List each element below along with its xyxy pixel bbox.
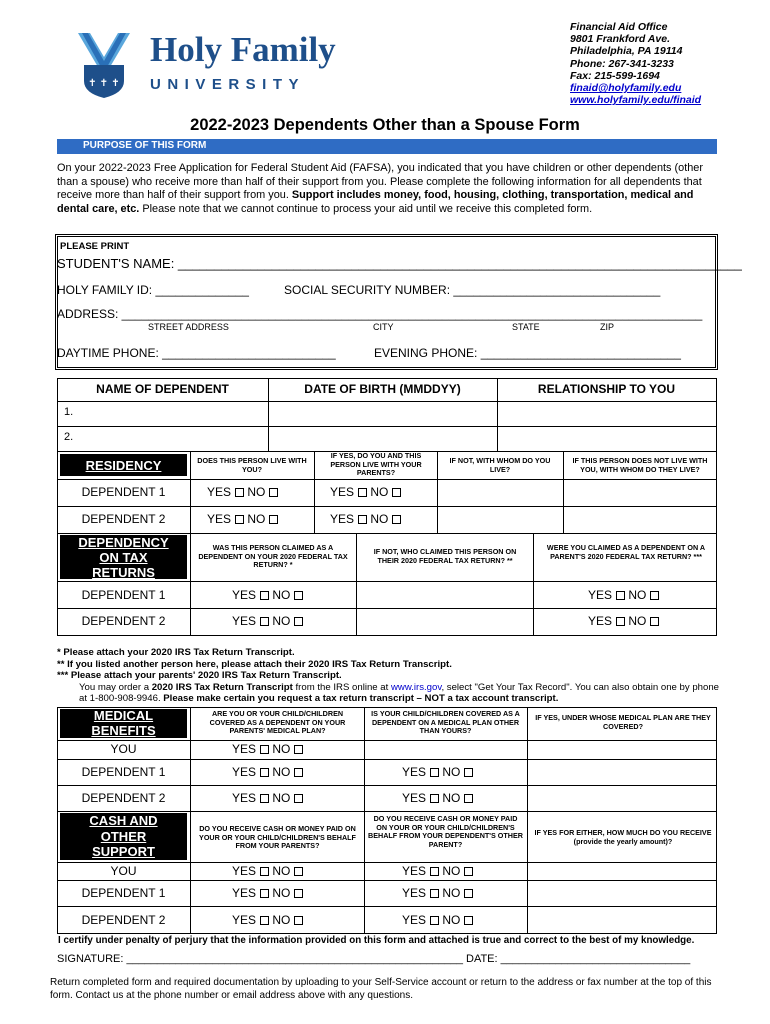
dependent-row-1[interactable]: 1. bbox=[64, 406, 74, 418]
checkbox-icon bbox=[294, 591, 303, 600]
purpose-text-part: On your 2022-2023 Free Application for Federal Student Aid (FAFSA), you indicated that you have children or other dependents (other than a spouse) who receive more than half of their support from you. Please complete the following information for all dependents that receive more than half of their support from you. bbox=[57, 162, 703, 201]
checkbox-icon bbox=[294, 889, 303, 898]
residency-q-with-whom-they-live: IF THIS PERSON DOES NOT LIVE WITH YOU, WITH WHOM DO THEY LIVE? bbox=[572, 456, 708, 474]
form-title: 2022-2023 Dependents Other than a Spouse Form bbox=[190, 116, 580, 134]
medical-dep2-other-plan[interactable]: YES NO bbox=[402, 791, 473, 805]
checkbox-icon bbox=[464, 768, 473, 777]
dependency-q-who-claimed: IF NOT, WHO CLAIMED THIS PERSON ON THEIR 2020 FEDERAL TAX RETURN? ** bbox=[373, 547, 517, 565]
medical-q-parents-plan: ARE YOU OR YOUR CHILD/CHILDREN COVERED AS A DEPENDENT ON YOUR PARENTS' MEDICAL PLAN? bbox=[209, 709, 346, 736]
checkbox-icon bbox=[430, 889, 439, 898]
purpose-section-bar: PURPOSE OF THIS FORM bbox=[57, 139, 717, 154]
checkbox-icon bbox=[430, 768, 439, 777]
medical-q-whose-plan: IF YES, UNDER WHOSE MEDICAL PLAN ARE THEY COVERED? bbox=[535, 713, 711, 731]
checkbox-icon bbox=[269, 515, 278, 524]
street-address-label: STREET ADDRESS bbox=[148, 322, 229, 332]
dependency-dep1-parent-claimed[interactable]: YES NO bbox=[588, 588, 659, 602]
dependency-q-claimed: WAS THIS PERSON CLAIMED AS A DEPENDENT ON YOUR 2020 FEDERAL TAX RETURN? * bbox=[198, 543, 348, 570]
purpose-text bbox=[57, 162, 722, 216]
cash-q-yearly-amount: IF YES FOR EITHER, HOW MUCH DO YOU RECEIVE (provide the yearly amount)? bbox=[534, 828, 712, 846]
dependency-dep1-claimed[interactable]: YES NO bbox=[232, 588, 303, 602]
residency-q-with-whom-you-live: IF NOT, WITH WHOM DO YOU LIVE? bbox=[449, 456, 551, 474]
holy-family-id-field[interactable]: HOLY FAMILY ID: ______________ bbox=[57, 283, 249, 297]
residency-q-live-with-parents: IF YES, DO YOU AND THIS PERSON LIVE WITH YOUR PARENTS? bbox=[330, 451, 422, 478]
checkbox-icon bbox=[260, 889, 269, 898]
residency-dep2-live-with-parents[interactable]: YES NO bbox=[330, 512, 401, 526]
cash-dependent-1-label: DEPENDENT 1 bbox=[81, 886, 166, 900]
residency-dep2-live-with-you[interactable]: YES NO bbox=[207, 512, 278, 526]
university-name: Holy Family bbox=[150, 30, 336, 69]
checkbox-icon bbox=[235, 515, 244, 524]
checkbox-icon bbox=[260, 591, 269, 600]
checkbox-icon bbox=[294, 867, 303, 876]
cash-q-from-parents: DO YOU RECEIVE CASH OR MONEY PAID ON YOUR OR YOUR CHILD/CHILDREN'S BEHALF FROM YOUR PARENTS? bbox=[199, 824, 356, 851]
medical-dependent-1-label: DEPENDENT 1 bbox=[81, 765, 166, 779]
checkbox-icon bbox=[260, 768, 269, 777]
office-contact bbox=[570, 21, 701, 106]
checkbox-icon bbox=[294, 617, 303, 626]
medical-benefits-label: MEDICAL BENEFITS bbox=[60, 709, 187, 738]
email-link[interactable]: finaid@holyfamily.edu bbox=[570, 82, 682, 95]
dependent-row-2[interactable]: 2. bbox=[64, 431, 74, 443]
checkbox-icon bbox=[294, 768, 303, 777]
checkbox-icon bbox=[294, 745, 303, 754]
office-line: 9801 Frankford Ave. bbox=[570, 33, 670, 46]
office-line: Fax: 215-599-1694 bbox=[570, 69, 660, 82]
cash-q-from-other-parent: DO YOU RECEIVE CASH OR MONEY PAID ON YOUR OR YOUR CHILD/CHILDREN'S BEHALF FROM YOUR DEPENDENT'S OTHER PARENT? bbox=[368, 814, 523, 849]
signature-date-line[interactable]: SIGNATURE: _______________________________________________________ DATE: _______________________________ bbox=[57, 953, 691, 965]
note-3: *** Please attach your parents' 2020 IRS Tax Return Transcript. bbox=[57, 670, 342, 682]
checkbox-icon bbox=[392, 488, 401, 497]
medical-you-parents-plan[interactable]: YES NO bbox=[232, 742, 303, 756]
cash-you-from-parents[interactable]: YES NO bbox=[232, 864, 303, 878]
residency-q-live-with-you: DOES THIS PERSON LIVE WITH YOU? bbox=[197, 456, 307, 474]
checkbox-icon bbox=[294, 916, 303, 925]
cash-dep1-from-other-parent[interactable]: YES NO bbox=[402, 886, 473, 900]
medical-dep1-parents-plan[interactable]: YES NO bbox=[232, 765, 303, 779]
cash-you-label: YOU bbox=[110, 864, 137, 878]
university-subtitle: UNIVERSITY bbox=[150, 76, 306, 93]
purpose-text-part: Please note that we cannot continue to process your aid until we receive this completed form. bbox=[139, 202, 593, 215]
checkbox-icon bbox=[464, 889, 473, 898]
note-4: You may order a 2020 IRS Tax Return Transcript from the IRS online at www.irs.gov, select "Get Your Tax Record". You can also obtain one by phone at 1-800-908-9946. Please make certain you request a tax return transcript – NOT a tax account transcript. bbox=[79, 681, 720, 705]
checkbox-icon bbox=[464, 916, 473, 925]
certification-statement: I certify under penalty of perjury that the information provided on this form and attached is true and correct to the best of my knowledge. bbox=[58, 935, 695, 946]
checkbox-icon bbox=[650, 617, 659, 626]
medical-q-other-plan: IS YOUR CHILD/CHILDREN COVERED AS A DEPENDENT ON A MEDICAL PLAN OTHER THAN YOURS? bbox=[371, 709, 520, 736]
note-2: ** If you listed another person here, please attach their 2020 IRS Tax Return Transcript. bbox=[57, 658, 452, 670]
name-of-dependent-header: NAME OF DEPENDENT bbox=[96, 382, 229, 396]
city-label: CITY bbox=[373, 322, 394, 332]
residency-label: RESIDENCY bbox=[60, 454, 187, 476]
date-of-birth-header: DATE OF BIRTH (MMDDYY) bbox=[304, 382, 461, 396]
ssn-field[interactable]: SOCIAL SECURITY NUMBER: _______________________________ bbox=[284, 283, 661, 297]
medical-you-label: YOU bbox=[110, 742, 137, 756]
office-line: Phone: 267-341-3233 bbox=[570, 57, 674, 70]
relationship-header: RELATIONSHIP TO YOU bbox=[537, 382, 676, 396]
dependency-dependent-1-label: DEPENDENT 1 bbox=[81, 588, 166, 602]
checkbox-icon bbox=[260, 794, 269, 803]
checkbox-icon bbox=[235, 488, 244, 497]
svg-text:✝ ✝ ✝: ✝ ✝ ✝ bbox=[88, 78, 120, 89]
checkbox-icon bbox=[650, 591, 659, 600]
evening-phone-field[interactable]: EVENING PHONE: ______________________________ bbox=[374, 346, 681, 360]
return-instructions: Return completed form and required documentation by uploading to your Self-Service account or return to the address or fax number at the top of this form. Contact us at the phone number or email address above with any questions. bbox=[50, 977, 712, 1001]
state-label: STATE bbox=[512, 322, 540, 332]
residency-dep1-live-with-you[interactable]: YES NO bbox=[207, 485, 278, 499]
office-line: Financial Aid Office bbox=[570, 21, 668, 33]
dependency-dep2-claimed[interactable]: YES NO bbox=[232, 614, 303, 628]
cash-support-label: CASH AND OTHER SUPPORT bbox=[60, 813, 187, 860]
daytime-phone-field[interactable]: DAYTIME PHONE: __________________________ bbox=[57, 346, 336, 360]
checkbox-icon bbox=[464, 867, 473, 876]
please-print-label: PLEASE PRINT bbox=[60, 241, 130, 252]
student-name-field[interactable]: STUDENT'S NAME: ______________________________________________________________________________ bbox=[57, 256, 742, 271]
cash-dep2-from-parents[interactable]: YES NO bbox=[232, 913, 303, 927]
checkbox-icon bbox=[430, 867, 439, 876]
cash-dep1-from-parents[interactable]: YES NO bbox=[232, 886, 303, 900]
purpose-text-bold: Support includes money, food, housing, clothing, transportation, medical and dental care, etc. bbox=[57, 189, 694, 215]
checkbox-icon bbox=[392, 515, 401, 524]
dependency-dep2-parent-claimed[interactable]: YES NO bbox=[588, 614, 659, 628]
checkbox-icon bbox=[260, 617, 269, 626]
cash-you-from-other-parent[interactable]: YES NO bbox=[402, 864, 473, 878]
checkbox-icon bbox=[616, 591, 625, 600]
tax-notes bbox=[57, 647, 727, 705]
medical-dep1-other-plan[interactable]: YES NO bbox=[402, 765, 473, 779]
checkbox-icon bbox=[260, 916, 269, 925]
zip-label: ZIP bbox=[600, 322, 615, 332]
checkbox-icon bbox=[358, 515, 367, 524]
residency-dependent-2-label: DEPENDENT 2 bbox=[81, 512, 166, 526]
checkbox-icon bbox=[616, 617, 625, 626]
residency-dep1-live-with-parents[interactable]: YES NO bbox=[330, 485, 401, 499]
website-link[interactable]: www.holyfamily.edu/finaid bbox=[570, 94, 702, 107]
university-logo-mark bbox=[76, 31, 132, 99]
medical-dependent-2-label: DEPENDENT 2 bbox=[81, 791, 166, 805]
irs-link[interactable]: www.irs.gov bbox=[390, 681, 442, 693]
address-field[interactable]: ADDRESS: _______________________________________________________________________________________ bbox=[57, 307, 703, 321]
dependency-dependent-2-label: DEPENDENT 2 bbox=[81, 614, 166, 628]
checkbox-icon bbox=[430, 916, 439, 925]
dependency-label: DEPENDENCY ON TAX RETURNS bbox=[60, 535, 187, 579]
checkbox-icon bbox=[358, 488, 367, 497]
checkbox-icon bbox=[260, 745, 269, 754]
checkbox-icon bbox=[464, 794, 473, 803]
medical-dep2-parents-plan[interactable]: YES NO bbox=[232, 791, 303, 805]
office-line: Philadelphia, PA 19114 bbox=[570, 45, 683, 58]
checkbox-icon bbox=[260, 867, 269, 876]
checkbox-icon bbox=[430, 794, 439, 803]
checkbox-icon bbox=[294, 794, 303, 803]
residency-dependent-1-label: DEPENDENT 1 bbox=[81, 485, 166, 499]
cash-dependent-2-label: DEPENDENT 2 bbox=[81, 913, 166, 927]
note-1: * Please attach your 2020 IRS Tax Return Transcript. bbox=[57, 647, 295, 658]
checkbox-icon bbox=[269, 488, 278, 497]
cash-dep2-from-other-parent[interactable]: YES NO bbox=[402, 913, 473, 927]
dependency-q-parent-claimed: WERE YOU CLAIMED AS A DEPENDENT ON A PARENT'S 2020 FEDERAL TAX RETURN? *** bbox=[546, 543, 706, 561]
